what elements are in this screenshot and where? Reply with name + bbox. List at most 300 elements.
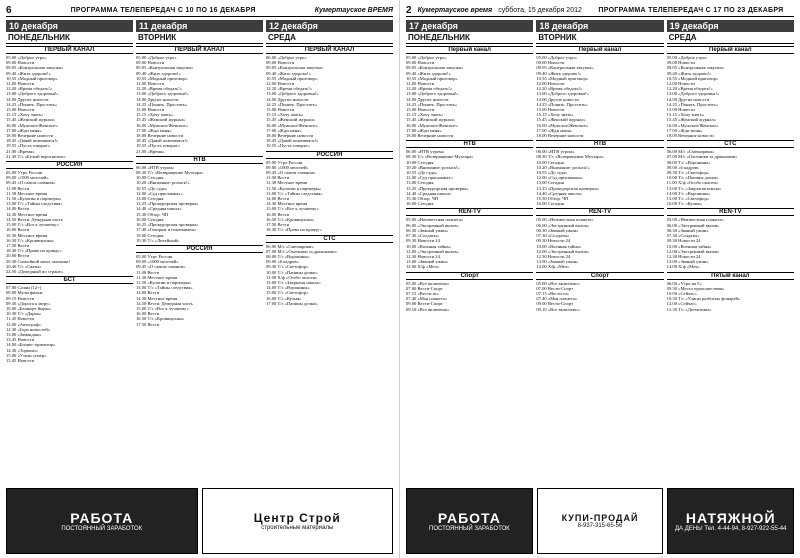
program-line: 14.30 Местное время	[266, 201, 308, 207]
ad-title: Центр Строй	[253, 511, 341, 525]
program-line: 19.55 «Пусть говорят»	[136, 143, 180, 149]
program-line: 11.50 «Кулагин и партнеры»	[6, 196, 62, 202]
program-line: 17.00 «Жди меня»	[666, 127, 703, 133]
program-line: 10.55 «Модный приговор»	[6, 75, 58, 81]
program-line: 14.00 Другие новости	[406, 96, 449, 102]
program-line: 05.00 Утро России	[266, 159, 303, 165]
program-line: 17.00 «Жди меня»	[136, 127, 172, 133]
program-line: 10.00 «Военная тайна»	[666, 243, 712, 249]
program-line: 13.00 Т/с «Тайны следствия»	[266, 190, 323, 196]
program-line: 18.00 Вечерние новости	[266, 133, 314, 139]
program-line: 12.20 «Время обедать!»	[136, 86, 183, 92]
program-line: 10.00 «Башкорт йыры»	[6, 305, 51, 311]
day-weekday-bar	[406, 32, 533, 44]
program-line: 12.00 Новости	[666, 81, 695, 87]
program-line: 18.30 Т/с «Право на правду»	[6, 248, 62, 254]
program-line: 13.00 «Званый ужин»	[406, 259, 449, 265]
program-line: 17.50 Вести	[6, 242, 30, 248]
program-line: 15.00 Новости	[666, 107, 695, 113]
program-line: 06.00 «Доброе утро»	[266, 55, 307, 60]
program-line: 06.00 «Экстренный вызов»	[406, 222, 459, 228]
program-line: 13.00 Т/с «Тайны следствия»	[136, 285, 193, 291]
program-line: 10.00 Т/с «Папины дочки»	[666, 175, 719, 181]
program-line: 14.40 «Средняя школа»	[536, 190, 583, 196]
program-line: 11.00 Вести	[266, 175, 290, 181]
channel-block	[406, 46, 533, 138]
program-line: 15.00 Новости	[406, 107, 435, 113]
program-line: 18.00 Вечерние новости	[136, 133, 184, 139]
program-line: 13.00 Сегодня	[406, 180, 434, 186]
program-line: 09.00 Новости	[266, 60, 295, 66]
program-line: 10.55 «До суда»	[536, 170, 568, 176]
program-line: 14.30 Местное время	[136, 295, 178, 301]
program-line: 16.00 Вести	[6, 227, 30, 233]
program-line: 15.30 Обзор. ЧП	[536, 196, 569, 202]
program-line: 21.00 «Время»	[6, 148, 35, 154]
program-line: 13.00 «Доброго здоровья!»	[6, 91, 59, 97]
program-line: 06.00 «Экстренный вызов»	[536, 222, 590, 228]
program-line: 12.20 «Время обедать!»	[406, 86, 453, 92]
program-line: 17.00 Т/с «Папины дочки»	[266, 300, 318, 306]
program-line: 18.45 «Давай поженимся!»	[266, 138, 319, 144]
program-line: 09.30 Новости 24	[666, 238, 701, 244]
program-line: 14.25 «Понять. Простить»	[6, 101, 58, 107]
program-line: 15.00 Т/с «Светофор»	[666, 196, 710, 202]
program-line: 20.30 Спокойной ночи, малыши!	[6, 258, 70, 264]
program-line: 16.00 Сегодня	[536, 201, 564, 207]
channel-name: НТВ	[536, 140, 663, 148]
program-line: 12.00 «Автограф»	[6, 321, 41, 327]
program-line: 06.30 «Званый ужин»	[536, 227, 579, 233]
day-date: 18 декабря	[539, 21, 589, 31]
program-line: 15.15 «Хочу знать»	[406, 112, 444, 118]
day-weekday: ВТОРНИК	[138, 33, 177, 42]
program-line: 09.05 «Контрольная закупка»	[6, 65, 64, 71]
program-line: 12.30 Т/с «Детективы»	[666, 306, 712, 312]
day-weekday: СРЕДА	[668, 33, 697, 42]
program-line: 08.00 Т/с «Воронины»	[266, 253, 310, 259]
program-line: 14.25 «Понять. Простить»	[666, 101, 718, 107]
program-line: 12.00 «Экстренный вызов»	[406, 248, 459, 254]
program-line: 16.00 «Мужское/Женское»	[266, 122, 318, 128]
program-line: 05.00 «Доброе утро»	[6, 55, 47, 60]
program-line: 05.00 «Неизвестная планета»	[666, 217, 724, 223]
program-line: 09.40 «Жить здорово!»	[536, 70, 582, 76]
program-line: 16.30 Местное время	[6, 232, 48, 238]
ad-title: КУПИ-ПРОДАЙ	[561, 513, 639, 523]
program-line: 11.50 «Кулагин и партнеры»	[136, 279, 192, 285]
right-ad-strip	[406, 488, 794, 554]
channel-block	[536, 140, 663, 206]
program-line: 12.30 Новости 24	[536, 253, 571, 259]
program-line: 07.40 «Моя планета»	[406, 296, 447, 302]
program-line: 14.25 «Понять. Простить»	[406, 101, 458, 107]
program-line: 17.00 «Жди меня»	[266, 127, 302, 133]
program-line: 12.00 Новости	[6, 81, 35, 87]
program-line: 10.55 «Модный приговор»	[536, 75, 589, 81]
program-line: 15.15 «Хочу знать»	[136, 112, 174, 118]
program-line: 15.00 Новости	[136, 107, 165, 113]
day-header	[406, 20, 533, 32]
program-line: 07.00 М/с «Охотники за драконами»	[266, 248, 337, 254]
channel-name: Пятый канал	[667, 272, 794, 280]
program-line: 05.00 «Все включено»	[536, 280, 580, 286]
ad-rabota[interactable]	[406, 488, 533, 554]
program-line: 09.00 Новости	[666, 60, 695, 66]
program-line: 14.00 Т/с «Воронины»	[266, 285, 310, 291]
program-line: 07.15 «Вести.ru»	[406, 290, 439, 296]
program-line: 13.25 «Прокурорская проверка»	[536, 185, 599, 191]
program-line: 18.00 Вечерние новости	[6, 133, 54, 139]
program-line: 14.00 Вести	[136, 290, 160, 296]
day-weekday: ВТОРНИК	[538, 33, 577, 42]
channel-name: РОССИЯ	[266, 151, 393, 159]
program-line: 16.50 Т/с «Кровинушка»	[266, 216, 315, 222]
program-line: 09.00 «1000 мелочей»	[6, 175, 49, 181]
program-line: 17.00 «Жди меня»	[536, 127, 572, 133]
program-line: 10.30 Т/с «Улицы разбитых фонарей»	[666, 296, 741, 302]
program-line: 05.00 Утро России	[6, 170, 43, 176]
program-line: 09.30 «Место происшествия»	[666, 285, 725, 291]
program-line: 16.50 Т/с «Кровинушка»	[136, 316, 185, 322]
channel-block	[667, 46, 794, 138]
day-weekday-bar	[6, 32, 133, 44]
ad-centrstroy[interactable]	[202, 488, 394, 554]
program-line: 09.00 Мультфильм	[6, 290, 43, 296]
program-line: 15.45 Новости	[6, 357, 35, 363]
program-line: 09.40 «Жить здорово!»	[406, 70, 451, 76]
program-line: 12.00 Новости	[136, 81, 165, 87]
program-line: 11.30 Местное время	[6, 190, 48, 196]
program-line: 09.05 «Контрольная закупка»	[136, 65, 194, 71]
channel-name: REN-TV	[406, 208, 533, 216]
day-column	[667, 20, 794, 490]
day-header	[6, 20, 133, 32]
program-line: 15.45 «Женский журнал»	[266, 117, 316, 123]
program-line: 13.00 «Доброго здоровья!»	[136, 91, 189, 97]
program-line: 09.00 Новости	[136, 60, 165, 66]
program-line: 14.00 Х/ф «Меч»	[406, 264, 440, 270]
program-line: 12.00 Новости	[266, 81, 295, 87]
program-line: 19.00 Сегодня	[136, 232, 164, 238]
channel-block	[6, 276, 133, 363]
program-line: 13.00 Т/с «Закрытая школа»	[666, 185, 722, 191]
program-line: 15.45 «Женский журнал»	[666, 117, 717, 123]
channel-name: РОССИЯ	[136, 245, 263, 253]
program-line: 12.00 «Экстренный вызов»	[536, 248, 590, 254]
channel-block	[667, 208, 794, 269]
program-line: 15.00 Т/с «Все к лучшему»	[6, 222, 59, 228]
day-weekday-bar	[536, 32, 663, 44]
program-line: 05.00 «Неизвестная планета»	[536, 217, 594, 223]
program-line: 09.05 «Контрольная закупка»	[536, 65, 594, 71]
program-line: 14.00 Вести	[6, 206, 30, 212]
day-header	[266, 20, 393, 32]
program-line: 07.00 М/с «Охотники за драконами»	[666, 154, 738, 160]
program-line: 14.30 «Тормош»	[6, 347, 38, 353]
channel-block	[536, 272, 663, 312]
program-line: 22.50 «Дежурный по стране»	[6, 268, 64, 274]
program-line: 11.30 Местное время	[136, 274, 178, 280]
program-line: 07.00 Вести-Спорт	[406, 285, 443, 291]
channel-name: СТС	[266, 235, 393, 243]
program-line: 09.40 «Жить здорово!»	[666, 70, 712, 76]
program-line: 05.00 «Доброе утро»	[536, 55, 577, 60]
program-line: 10.55 «Модный приговор»	[666, 75, 719, 81]
program-line: 09.05 «Контрольная закупка»	[666, 65, 725, 71]
channel-name: Первый канал	[667, 46, 794, 54]
program-line: 10.55 «До суда»	[136, 185, 168, 191]
brand-name: Кумертауское ВРЕМЯ	[314, 6, 393, 14]
program-line: 10.30 Т/с «Дарья»	[6, 311, 42, 317]
program-line: 16.00 Сегодня	[136, 216, 164, 222]
program-line: 15.15 «Хочу знать»	[536, 112, 574, 118]
program-line: 13.00 Т/с «Тайны следствия»	[6, 201, 63, 207]
program-line: 19.55 «Пусть говорят»	[6, 143, 50, 149]
program-line: 09.45 «О самом главном»	[136, 264, 186, 270]
program-line: 10.55 «Модный приговор»	[406, 75, 458, 81]
program-line: 15.30 Обзор. ЧП	[136, 211, 169, 217]
channel-block	[6, 46, 133, 159]
program-line: 12.00 «Экстренный вызов»	[666, 248, 720, 254]
program-line: 08.30 Т/с «Возвращение Мухтара»	[406, 154, 474, 160]
program-line: 19.30 Т/с «Литейный»	[136, 237, 180, 243]
program-line: 17.00 «Жди меня»	[6, 127, 42, 133]
channel-name: СТС	[667, 140, 794, 148]
program-line: 16.00 «Мужское/Женское»	[406, 122, 458, 128]
ad-natyazhnoi[interactable]	[667, 488, 794, 554]
program-line: 07.30 «Солдаты»	[666, 233, 700, 239]
program-line: 14.00 Т/с «Воронины»	[666, 190, 711, 196]
program-line: 15.00 Новости	[266, 107, 295, 113]
program-line: 09.30 Т/с «Светофор»	[666, 170, 710, 176]
ad-kupi-prodai[interactable]	[537, 488, 664, 554]
program-line: 13.25 «Прокурорская проверка»	[136, 201, 199, 207]
program-line: 10.20 «Внимание: розыск!»	[536, 164, 590, 170]
day-column	[6, 20, 133, 490]
program-line: 13.00 «Доброго здоровья!»	[536, 91, 589, 97]
program-line: 13.00 «Доброго здоровья!»	[666, 91, 720, 97]
program-line: 10.55 «Модный приговор»	[136, 75, 188, 81]
day-date: 10 декабря	[9, 21, 58, 31]
program-line: 13.00 Сегодня	[536, 180, 564, 186]
day-column	[536, 20, 663, 490]
program-line: 17.50 Вести	[136, 321, 160, 327]
program-line: 06.00 М/с «Смешарики»	[266, 243, 314, 249]
program-line: 12.20 «Время обедать!»	[6, 86, 53, 92]
program-line: 09.00 Новости	[406, 60, 435, 66]
program-line: 16.50 Т/с «Кровинушка»	[6, 237, 55, 243]
program-line: 10.20 «Внимание: розыск!»	[136, 180, 190, 186]
left-day-columns	[6, 20, 393, 490]
program-line: 14.50 Вести. Дежурная часть	[6, 216, 63, 222]
channel-name: БСТ	[6, 276, 133, 284]
channel-name: ПЕРВЫЙ КАНАЛ	[136, 46, 263, 54]
program-line: 16.00 «Мужское/Женское»	[666, 122, 719, 128]
ad-title: РАБОТА	[437, 510, 501, 526]
program-line: 11.00 Вести	[6, 185, 30, 191]
ad-rabota[interactable]	[6, 488, 198, 554]
program-line: 15.30 Обзор. ЧП	[406, 196, 439, 202]
program-line: 07.30 «Солдаты»	[406, 233, 440, 239]
program-line: 13.00 «Званый ужин»	[666, 259, 709, 265]
program-line: 09.00 Новости	[6, 60, 35, 66]
program-line: 16.00 Сегодня	[406, 201, 434, 207]
program-line: 05.00 «Доброе утро»	[136, 55, 177, 60]
channel-name: Первый канал	[536, 46, 663, 54]
program-line: 20.00 Вести	[6, 253, 30, 259]
ad-subtitle: ПОСТОЯННЫЙ ЗАРАБОТОК	[429, 526, 510, 532]
program-line: 09.00 «1000 мелочей»	[136, 259, 179, 265]
program-line: 13.00 «Доброго здоровья!»	[406, 91, 459, 97]
program-line: 13.00 «Замандаш»	[6, 331, 42, 337]
program-line: 15.00 Т/с «Все к лучшему»	[136, 305, 189, 311]
program-line: 07.40 «Моя планета»	[536, 296, 578, 302]
program-line: 11.50 «Кулагин и партнеры»	[266, 185, 322, 191]
program-line: 18.45 «Давай поженимся!»	[136, 138, 189, 144]
program-line: 12.00 «Сейчас»	[666, 301, 697, 307]
program-line: 12.00 «Суд присяжных»	[406, 175, 453, 181]
channel-name: Спорт	[406, 272, 533, 280]
program-line: 14.30 Местное время	[6, 211, 48, 217]
program-line: 13.45 Новости	[6, 337, 35, 343]
right-day-columns	[406, 20, 794, 490]
program-line: 16.00 Вести	[136, 311, 160, 317]
program-line: 08.30 Т/с «Возвращение Мухтара»	[536, 154, 604, 160]
program-line: 16.00 «Мужское/Женское»	[136, 122, 188, 128]
program-line: 09.05 «Контрольная закупка»	[266, 65, 324, 71]
program-line: 07.00 Салям (12+)	[6, 285, 42, 291]
ad-subtitle: строительные материалы	[261, 525, 334, 531]
program-line: 09.30 Новости 24	[406, 238, 440, 244]
program-line: 09.45 «О самом главном»	[6, 180, 56, 186]
channel-name: ПЕРВЫЙ КАНАЛ	[266, 46, 393, 54]
channel-name: Первый канал	[406, 46, 533, 54]
program-line: 09.30 Новости 24	[536, 238, 571, 244]
left-running-head	[6, 4, 393, 17]
program-line: 11.30 Местное время	[266, 180, 308, 186]
program-line: 17.00 «Жди меня»	[406, 127, 442, 133]
program-line: 18.30 Т/с «Право на правду»	[266, 227, 322, 233]
program-line: 16.00 «Мужское/Женское»	[6, 122, 58, 128]
program-line: 17.40 «Говорим и показываем»	[136, 227, 197, 233]
program-line: 14.00 Другие новости	[136, 96, 179, 102]
channel-block	[667, 272, 794, 312]
program-line: 15.00 Т/с «Светофор»	[266, 290, 309, 296]
program-line: 06.00 «НТВ утром»	[406, 149, 445, 155]
ad-subtitle: ДА ДЕНЬ! Тел. 4-44-94, 8-927-922-55-44	[674, 526, 787, 532]
channel-name: ПЕРВЫЙ КАНАЛ	[6, 46, 133, 54]
program-line: 12.20 «Время обедать!»	[666, 86, 713, 92]
program-line: 10.20 «Внимание: розыск!»	[406, 164, 460, 170]
program-line: 12.00 «Суд присяжных»	[536, 175, 584, 181]
program-line: 06.00 «Утро на 5»	[666, 280, 702, 286]
program-line: 07.30 «Солдаты»	[536, 233, 570, 239]
program-line: 16.00 Т/с «Кухня»	[266, 295, 302, 301]
ad-phone: 8-937-315-65-56	[577, 523, 623, 529]
program-line: 09.00 «6 кадров»	[666, 164, 700, 170]
program-line: 17.50 Вести	[266, 222, 290, 228]
program-line: 08.30 Т/с «Возвращение Мухтара»	[136, 170, 204, 176]
program-line: 15.15 «Хочу знать»	[6, 112, 44, 118]
program-line: 05.00 Утро России	[136, 253, 173, 259]
day-weekday: ПОНЕДЕЛЬНИК	[8, 33, 70, 42]
program-line: 13.00 «Званый ужин»	[536, 259, 579, 265]
program-line: 15.00 Новости	[536, 107, 565, 113]
day-weekday: СРЕДА	[268, 33, 296, 42]
program-line: 09.00 Вести-Спорт	[536, 301, 574, 307]
day-column	[406, 20, 533, 490]
program-line: 21.00 «Время»	[136, 148, 165, 154]
program-line: 14.50 Вести. Дежурная часть	[136, 300, 193, 306]
program-line: 09.05 «Контрольная закупка»	[406, 65, 464, 71]
channel-block	[266, 235, 393, 306]
program-line: 10.00 «Военная тайна»	[406, 243, 451, 249]
program-line: 06.00 «НТВ утром»	[536, 149, 575, 155]
program-line: 10.55 «До суда»	[406, 170, 438, 176]
program-line: 14.00 Х/ф «Меч»	[666, 264, 700, 270]
right-running-head	[406, 4, 794, 17]
day-date: 19 декабря	[669, 21, 719, 31]
program-line: 11.00 Вести	[136, 269, 160, 275]
program-line: 14.40 «Средняя школа»	[136, 206, 182, 212]
program-line: 14.00 Вести	[266, 196, 290, 202]
program-line: 12.20 «Время обедать!»	[536, 86, 583, 92]
program-line: 10.00 Т/с «Папины дочки»	[266, 269, 318, 275]
program-line: 13.00 Т/с «Закрытая школа»	[266, 279, 321, 285]
program-line: 09.00 Новости	[536, 60, 565, 66]
program-line: 10.00 Сегодня	[536, 159, 564, 165]
program-line: 11.00 Х/ф «Особо опасен»	[666, 180, 719, 186]
program-line: 15.00 Т/с «Все к лучшему»	[266, 206, 319, 212]
channel-block	[406, 140, 533, 206]
running-title: ПРОГРАММА ТЕЛЕПЕРЕДАЧ С 17 ПО 23 ДЕКАБРЯ	[598, 6, 784, 14]
program-line: 18.00 Вечерние новости	[666, 133, 714, 139]
program-line: 15.15 «Хочу знать»	[666, 112, 704, 118]
program-line: 06.00 М/с «Смешарики»	[666, 149, 715, 155]
running-title: ПРОГРАММА ТЕЛЕПЕРЕДАЧ С 10 ПО 16 ДЕКАБРЯ	[70, 6, 256, 14]
program-line: 09.40 «Жить здорово!»	[136, 70, 181, 76]
channel-block	[406, 272, 533, 312]
program-line: 20.40 Т/с «Сваты»	[6, 263, 42, 269]
day-header	[667, 20, 794, 32]
program-line: 14.00 Другие новости	[666, 96, 710, 102]
program-line: 14.25 «Понять. Простить»	[266, 101, 318, 107]
channel-block	[266, 46, 393, 149]
program-line: 19.55 «Пусть говорят»	[266, 143, 310, 149]
program-line: 16.25 «Прокурорская проверка»	[136, 222, 199, 228]
issue-date: суббота, 15 декабря 2012	[498, 6, 582, 14]
program-line: 14.25 «Понять. Простить»	[136, 101, 188, 107]
program-line: 13.00 «Доброго здоровья!»	[266, 91, 319, 97]
program-line: 09.40 «Жить здорово!»	[6, 70, 51, 76]
program-line: 15.45 «Женский журнал»	[6, 117, 56, 123]
program-line: 14.40 «Средняя школа»	[406, 190, 452, 196]
program-line: 09.15 Новости	[6, 295, 35, 301]
channel-block	[536, 46, 663, 138]
program-line: 09.30 Т/с «Светофор»	[266, 264, 309, 270]
day-header	[136, 20, 263, 32]
ad-title: НАТЯЖНОЙ	[685, 510, 776, 526]
channel-block	[136, 156, 263, 243]
program-line: 15.00 «Уткэн гумер»	[6, 352, 47, 358]
program-line: 09.40 «Жить здорово!»	[266, 70, 311, 76]
page-number: 2	[406, 4, 412, 16]
program-line: 16.00 Т/с «Кухня»	[666, 201, 702, 207]
program-line: 12.00 «Суд присяжных»	[136, 190, 183, 196]
program-line: 18.00 Вечерние новости	[406, 133, 454, 139]
program-line: 10.00 Сегодня	[406, 159, 434, 165]
